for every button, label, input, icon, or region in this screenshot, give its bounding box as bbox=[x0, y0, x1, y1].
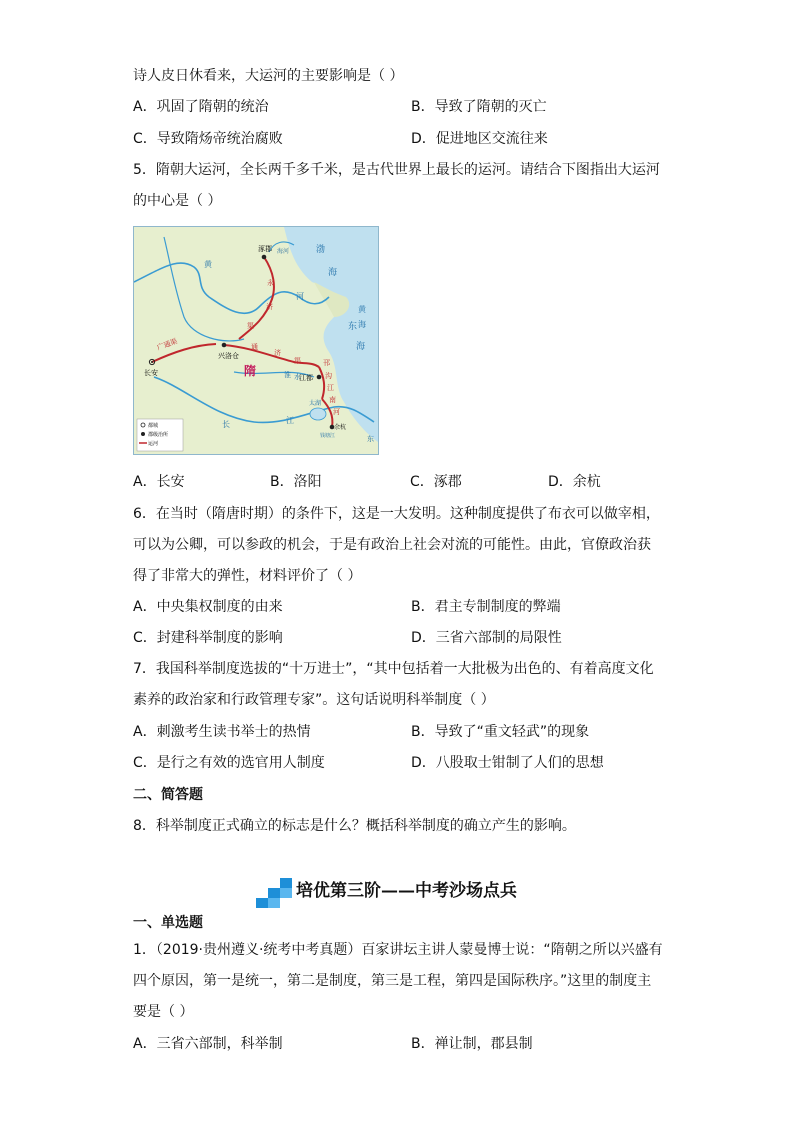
q4-option-a[interactable]: A．巩固了隋朝的统治 bbox=[133, 99, 269, 115]
q1-stem-line-3: 要是（ ） bbox=[133, 1004, 194, 1020]
zhuojun-marker-icon bbox=[262, 255, 267, 260]
label-bohai-1: 渤 bbox=[316, 245, 326, 255]
label-jiangnan-3: 河 bbox=[333, 408, 340, 416]
label-huanghe-2: 河 bbox=[296, 292, 304, 301]
label-haihe: 海河 bbox=[277, 248, 290, 255]
label-qiantang: 钱塘江 bbox=[320, 433, 336, 439]
label-hangou-2: 沟 bbox=[325, 372, 332, 380]
legend-capital-label: 都城 bbox=[148, 423, 159, 429]
q5-option-d[interactable]: D．余杭 bbox=[548, 474, 601, 490]
label-sui: 隋 bbox=[244, 364, 257, 378]
q6-option-d[interactable]: D．三省六部制的局限性 bbox=[411, 630, 562, 646]
label-huanghe-1: 黄 bbox=[204, 260, 212, 269]
q7-option-c[interactable]: C．是行之有效的选官用人制度 bbox=[133, 755, 325, 771]
label-yongji-2: 济 bbox=[266, 303, 273, 311]
label-jiangdu: 江都 bbox=[299, 374, 313, 382]
q6-stem-line-3: 得了非常大的弹性，材料评价了（ ） bbox=[133, 568, 362, 584]
label-tongji-1: 通 bbox=[251, 343, 258, 351]
q7-stem-line-2: 素养的政治家和行政管理专家”。这句话说明科举制度（ ） bbox=[133, 692, 495, 708]
q4-option-b[interactable]: B．导致了隋朝的灭亡 bbox=[411, 99, 547, 115]
legend-granary-icon bbox=[141, 432, 145, 436]
label-tongji-3: 渠 bbox=[294, 357, 301, 365]
label-tongji-2: 济 bbox=[274, 349, 281, 357]
label-hangou-1: 邗 bbox=[323, 359, 330, 367]
legend-canal-label: 运河 bbox=[148, 441, 159, 447]
q7-stem-line-1: 7．我国科举制度选拔的“十万进士”，“其中包括着一大批极为出色的、有着高度文化 bbox=[133, 661, 654, 677]
label-xingluocang: 兴洛仓 bbox=[218, 352, 239, 360]
q1-stem-line-1: 1．（2019·贵州遵义·统考中考真题）百家讲坛主讲人蒙曼博士说：“隋朝之所以兴盛有 bbox=[133, 942, 663, 958]
q6-stem-line-2: 可以为公卿，可以参政的机会，于是有政治上社会对流的可能性。由此，官僚政治获 bbox=[133, 537, 651, 553]
q5-stem-line-1: 5．隋朝大运河，全长两千多千米，是古代世界上最长的运河。请结合下图指出大运河 bbox=[133, 162, 660, 178]
sea-area bbox=[284, 227, 378, 442]
label-zhuojun: 涿郡 bbox=[258, 245, 272, 253]
q1-option-b[interactable]: B．禅让制，郡县制 bbox=[411, 1036, 533, 1052]
q5-option-c[interactable]: C．涿郡 bbox=[410, 474, 462, 490]
hangou-canal bbox=[319, 367, 324, 399]
label-bohai-2: 海 bbox=[328, 268, 338, 278]
label-jiangnan-1: 江 bbox=[327, 384, 334, 392]
q8-stem: 8．科举制度正式确立的标志是什么？概括科举制度的确立产生的影响。 bbox=[133, 818, 576, 834]
q1-option-a[interactable]: A．三省六部制，科举制 bbox=[133, 1036, 283, 1052]
q4-option-d[interactable]: D．促进地区交流往来 bbox=[411, 131, 548, 147]
changan-marker-dot-icon bbox=[151, 361, 153, 363]
grand-canal-map bbox=[133, 226, 379, 455]
yellow-river bbox=[134, 263, 329, 313]
q5-stem-line-2: 的中心是（ ） bbox=[133, 193, 222, 209]
label-east-sea-corner: 东 bbox=[367, 435, 374, 443]
q4-option-c[interactable]: C．导致隋炀帝统治腐败 bbox=[133, 131, 283, 147]
q6-stem-line-1: 6．在当时（隋唐时期）的条件下，这是一大发明。这种制度提供了布衣可以做宰相， bbox=[133, 506, 660, 522]
label-guangtong: 广通渠 bbox=[155, 337, 179, 352]
q7-option-a[interactable]: A．刺激考生读书举士的热情 bbox=[133, 724, 311, 740]
q5-option-b[interactable]: B．洛阳 bbox=[270, 474, 322, 490]
label-jiangnan-2: 南 bbox=[329, 396, 336, 404]
q7-option-b[interactable]: B．导致了“重文轻武”的现象 bbox=[411, 724, 590, 740]
label-yongji-1: 永 bbox=[267, 279, 274, 287]
q6-option-b[interactable]: B．君主专制制度的弊端 bbox=[411, 599, 561, 615]
label-donghai-1: 东 bbox=[348, 322, 358, 332]
label-huai-1: 淮 bbox=[284, 371, 291, 379]
tributary-river bbox=[164, 237, 244, 341]
label-huanghai-1: 黄 bbox=[358, 305, 366, 314]
q7-option-d[interactable]: D．八股取士钳制了人们的思想 bbox=[411, 755, 604, 771]
label-huanghai-2: 海 bbox=[358, 320, 366, 329]
legend-granary-label: 郡级治所 bbox=[148, 432, 169, 438]
section-single-choice-title: 一、单选题 bbox=[133, 915, 203, 931]
label-taihu: 太湖 bbox=[309, 400, 322, 407]
label-changjiang-2: 江 bbox=[286, 416, 294, 425]
label-yongji-3: 渠 bbox=[247, 322, 254, 330]
banner-steps-icon bbox=[256, 878, 292, 908]
taihu-lake bbox=[310, 408, 326, 420]
xingluocang-marker-icon bbox=[222, 343, 227, 348]
q6-option-a[interactable]: A．中央集权制度的由来 bbox=[133, 599, 283, 615]
label-huai-2: 水 bbox=[294, 373, 301, 381]
q5-option-a[interactable]: A．长安 bbox=[133, 474, 185, 490]
label-yuhang: 余杭 bbox=[334, 424, 347, 431]
q4-stem: 诗人皮日休看来，大运河的主要影响是（ ） bbox=[133, 68, 404, 84]
section-short-answer-title: 二、简答题 bbox=[133, 787, 203, 803]
jiangdu-marker-icon bbox=[317, 375, 322, 380]
q1-stem-line-2: 四个原因，第一是统一，第二是制度，第三是工程，第四是国际秩序。”这里的制度主 bbox=[133, 973, 652, 989]
label-donghai-2: 海 bbox=[356, 342, 366, 352]
q6-option-c[interactable]: C．封建科举制度的影响 bbox=[133, 630, 283, 646]
grand-canal-map-svg bbox=[134, 227, 378, 454]
label-changan: 长安 bbox=[144, 369, 158, 377]
banner-title: 培优第三阶——中考沙场点兵 bbox=[296, 881, 517, 901]
label-changjiang-1: 长 bbox=[222, 420, 230, 429]
